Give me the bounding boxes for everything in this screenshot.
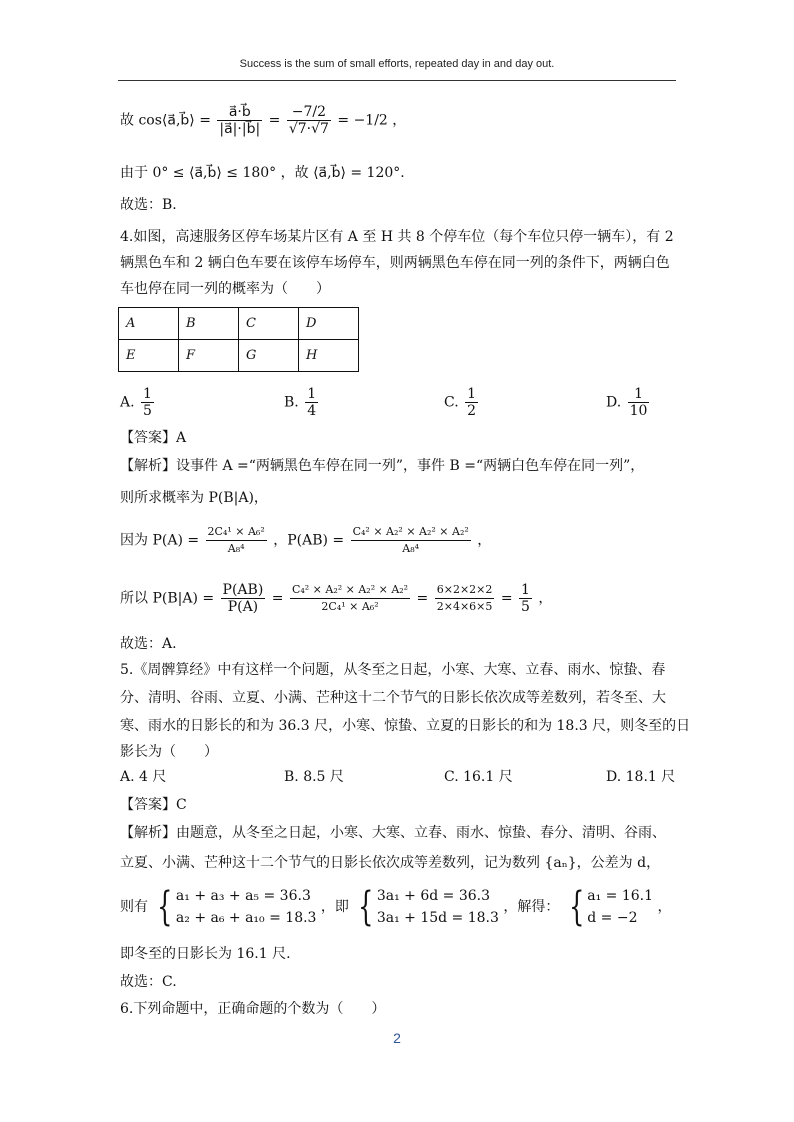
q5-stem-line-4: 影长为（ ） bbox=[120, 744, 218, 760]
parking-grid-row-1 bbox=[119, 308, 359, 340]
prev-answer-line: 故选：B. bbox=[120, 197, 177, 213]
q4-option-a bbox=[120, 386, 156, 419]
pab-num: C₄² × A₂² × A₂² × A₂² bbox=[351, 524, 471, 541]
q4-option-num: 1 bbox=[143, 386, 152, 402]
pa-den: A₈⁴ bbox=[227, 542, 245, 555]
cos-frac-1-num: a⃗·b⃗ bbox=[217, 104, 262, 121]
q5-system-line bbox=[120, 885, 671, 929]
q4-stem-line-2: 辆黑色车和 2 辆白色车要在该停车场停车，则两辆黑色车停在同一列的条件下，两辆白色 bbox=[120, 255, 670, 271]
q4-option-d bbox=[606, 386, 651, 419]
page-number: 2 bbox=[393, 1030, 401, 1046]
header-motto: Success is the sum of small efforts, repeated day in and day out. bbox=[239, 58, 555, 70]
q5-stem-line-1: 5.《周髀算经》中有这样一个问题，从冬至之日起，小寒、大寒、立春、雨水、惊蛰、春 bbox=[120, 662, 666, 678]
q4-option-label: B. bbox=[284, 394, 299, 411]
system-2 bbox=[377, 885, 499, 929]
left-brace-icon: { bbox=[568, 884, 585, 930]
pab-prefix: ，P(AB) = bbox=[273, 532, 345, 549]
q5-option-b: B. 8.5 尺 bbox=[284, 769, 344, 785]
cos-line: 故 cos⟨a⃗,b⃗⟩ = $\frac{a⃗\cdot b⃗}{|a⃗|\cdot|b⃗|}$ = $\frac{-7/2}{√7\cdot√7}$ = −1/2 ， bbox=[120, 104, 407, 137]
pba-f2-num: C₄² × A₂² × A₂² × A₂² bbox=[290, 582, 410, 599]
system-1-eq-1: a₁ + a₃ + a₅ = 36.3 bbox=[175, 888, 311, 904]
q5-option-a: A. 4 尺 bbox=[120, 769, 167, 785]
q4-option-num: 1 bbox=[628, 386, 650, 403]
q5-analysis-line-1: 【解析】由题意，从冬至之日起，小寒、大寒、立春、雨水、惊蛰、春分、清明、谷雨、 bbox=[120, 825, 666, 841]
q6-stem-line-1: 6.下列命题中，正确命题的个数为（ ） bbox=[120, 1001, 386, 1017]
parking-cell: C bbox=[239, 308, 299, 340]
q4-option-b bbox=[284, 386, 320, 419]
parking-grid-row-2 bbox=[119, 340, 359, 372]
system-1 bbox=[176, 885, 317, 929]
q4-stem-line-3: 车也停在同一列的概率为（ ） bbox=[120, 281, 330, 297]
cos-frac-2-num: −7/2 bbox=[287, 104, 331, 121]
cos-result: = −1/2 ， bbox=[337, 112, 407, 129]
q4-option-label: D. bbox=[606, 394, 622, 411]
q4-option-label: C. bbox=[444, 394, 459, 411]
parking-cell: D bbox=[299, 308, 359, 340]
q4-option-num: 1 bbox=[307, 386, 317, 402]
q4-analysis-line-1: 【解析】设事件 A =“两辆黑色车停在同一列”，事件 B =“两辆白色车停在同一列”， bbox=[120, 458, 645, 474]
system-3-eq-1: a₁ = 16.1 bbox=[587, 888, 654, 904]
pba-f4-num: 1 bbox=[521, 582, 530, 598]
system-2-eq-1: 3a₁ + 6d = 36.3 bbox=[376, 888, 490, 904]
parking-cell: E bbox=[119, 340, 179, 372]
pba-f4-den: 5 bbox=[521, 599, 530, 615]
q4-option-label: A. bbox=[120, 394, 135, 411]
q5-choose: 故选：C. bbox=[120, 974, 177, 990]
system-1-eq-2: a₂ + a₆ + a₁₀ = 18.3 bbox=[175, 910, 317, 926]
cos-frac-2 bbox=[287, 104, 331, 137]
pba-f1-num: P(AB) bbox=[222, 582, 264, 598]
parking-cell: B bbox=[179, 308, 239, 340]
q4-option-num: 1 bbox=[467, 386, 477, 402]
range-line: 由于 0° ≤ ⟨a⃗,b⃗⟩ ≤ 180° ，故 ⟨a⃗,b⃗⟩ = 120°. bbox=[120, 165, 405, 181]
q4-analysis-line-2: 则所求概率为 P(B|A)， bbox=[120, 490, 268, 506]
system-2-eq-2: 3a₁ + 15d = 18.3 bbox=[376, 910, 499, 926]
sys-suffix: ， bbox=[657, 899, 672, 915]
cos-frac-2-den: √7·√7 bbox=[288, 121, 329, 137]
pba-f3-den: 2×4×6×5 bbox=[436, 600, 493, 613]
sys-prefix: 则有 bbox=[120, 899, 148, 915]
q5-answer: 【答案】C bbox=[120, 797, 187, 813]
q4-pba-line: 所以 P(B|A) = $\frac{P(AB)}{P(A)}$ = $\frac{\text{C₄² × A₂² × A₂² × A₂²}}{\text{2C₄¹ × A₆²}}$ = $\frac{6\times 2\times 2\times 2}{2\times 4\times 6\times 5}$ = $\frac{1}{5}$ ， bbox=[120, 582, 553, 615]
pba-prefix: 所以 P(B|A) = bbox=[120, 590, 215, 607]
pa-prefix: 因为 P(A) = bbox=[120, 532, 200, 549]
parking-cell: H bbox=[299, 340, 359, 372]
q5-option-c: C. 16.1 尺 bbox=[444, 769, 513, 785]
pab-den: A₈⁴ bbox=[402, 542, 420, 555]
system-3 bbox=[587, 885, 653, 929]
q4-pa-line bbox=[120, 524, 491, 557]
parking-cell: F bbox=[179, 340, 239, 372]
cos-frac-1 bbox=[217, 104, 262, 137]
cos-frac-1-den: |a⃗|·|b⃗| bbox=[219, 121, 261, 137]
q4-option-den: 2 bbox=[467, 403, 477, 419]
q5-option-d: D. 18.1 尺 bbox=[606, 769, 676, 785]
q4-choose: 故选：A. bbox=[120, 636, 177, 652]
system-3-eq-2: d = −2 bbox=[587, 910, 638, 926]
pba-f1-den: P(A) bbox=[227, 599, 259, 615]
q5-conclusion: 即冬至的日影长为 16.1 尺. bbox=[120, 946, 291, 962]
q4-answer: 【答案】A bbox=[120, 430, 187, 446]
pba-f3-num: 6×2×2×2 bbox=[435, 582, 495, 599]
pab-suffix: ， bbox=[477, 532, 492, 549]
q5-stem-line-3: 寒、雨水的日影长的和为 36.3 尺，小寒、惊蛰、立夏的日影长的和为 18.3 尺，则冬至的日 bbox=[120, 718, 691, 734]
parking-cell: G bbox=[239, 340, 299, 372]
pba-suffix: ， bbox=[538, 590, 553, 607]
header-divider bbox=[118, 80, 676, 81]
q4-option-den: 5 bbox=[143, 403, 152, 419]
pa-num: 2C₄¹ × A₆² bbox=[206, 524, 267, 541]
parking-grid bbox=[118, 307, 359, 372]
q4-option-den: 4 bbox=[307, 403, 317, 419]
q4-option-den: 10 bbox=[629, 403, 648, 419]
q4-option-c bbox=[444, 386, 480, 419]
left-brace-icon: { bbox=[358, 884, 374, 930]
q4-stem-line-1: 4.如图，高速服务区停车场某片区有 A 至 H 共 8 个停车位（每个车位只停一辆车），有 2 bbox=[120, 229, 674, 245]
pba-f2-den: 2C₄¹ × A₆² bbox=[321, 600, 379, 613]
cos-expr: cos⟨a⃗,b⃗⟩ = bbox=[138, 112, 211, 129]
q5-stem-line-2: 分、清明、谷雨、立夏、小满、芒种这十二个节气的日影长依次成等差数列，若冬至、大 bbox=[120, 690, 666, 706]
sys-solve: ，解得： bbox=[503, 899, 560, 915]
parking-cell: A bbox=[119, 308, 179, 340]
sys-mid: ，即 bbox=[320, 899, 349, 915]
q5-analysis-line-2: 立夏、小满、芒种这十二个节气的日影长依次成等差数列，记为数列 {aₙ}，公差为 d， bbox=[120, 855, 661, 871]
cos-prefix: 故 bbox=[120, 112, 134, 129]
left-brace-icon: { bbox=[157, 884, 173, 930]
